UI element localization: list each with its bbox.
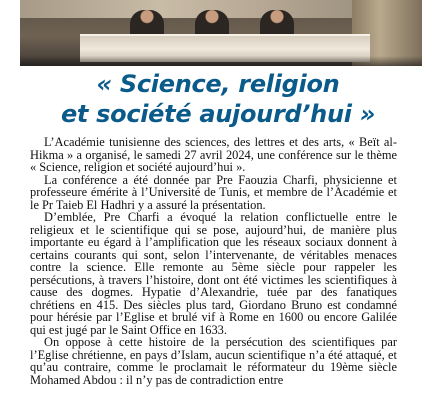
article-body: [30, 136, 397, 386]
body-paragraph: On oppose à cette histoire de la persécution des scientifiques par l’Eglise chrétienne, en pays d’Islam, aucun scientifique n’a été attaqué, et qu’au contraire, comme le proclamait le réformateur du 19ème siècle Mohamed Abdou : il n’y pas de contradiction entre: [30, 335, 397, 387]
conference-photo: [20, 0, 422, 66]
photo-shade: [20, 56, 422, 66]
body-paragraph: D’emblée, Pre Charfi a évoqué la relation conflictuelle entre le religieux et le scientifique qui se pose, aujourd’hui, de manière plus importante eu égard à l’amplification que les réseaux sociaux donnent à certains courants qui sont, selon l’intervenante, de véritables menaces contre la science. Elle remonte au 5ème siècle pour rappeler les persécutions, à travers l’histoire, dont ont été victimes les scientifiques à cause des dogmes. Hypatie d’Alexandrie, tuée par des fanatiques chrétiens en 415. Des siècles plus tard, Giordano Bruno est condamné pour hérésie par l’Eglise et brulé vif à Rome en 1600 ou encore Galilée qui est jugé par le Saint Office en 1633.: [30, 210, 397, 337]
headline-line-2: et société aujourd’hui »: [60, 100, 376, 128]
body-paragraph: La conférence a été donnée par Pre Faouzia Charfi, physicienne et professeure émérite à l’Université de Tunis, et membre de l’Académie et le Pr Taieb El Hadhri y a assuré la présentation.: [30, 172, 397, 212]
headline-line-1: « Science, religion: [96, 70, 340, 98]
body-paragraph: L’Académie tunisienne des sciences, des lettres et des arts, « Beït al-Hikma » a organisé, le samedi 27 avril 2024, une conférence sur le thème « Science, religion et société aujourd’hui ».: [30, 135, 397, 174]
article-headline: [18, 69, 418, 129]
